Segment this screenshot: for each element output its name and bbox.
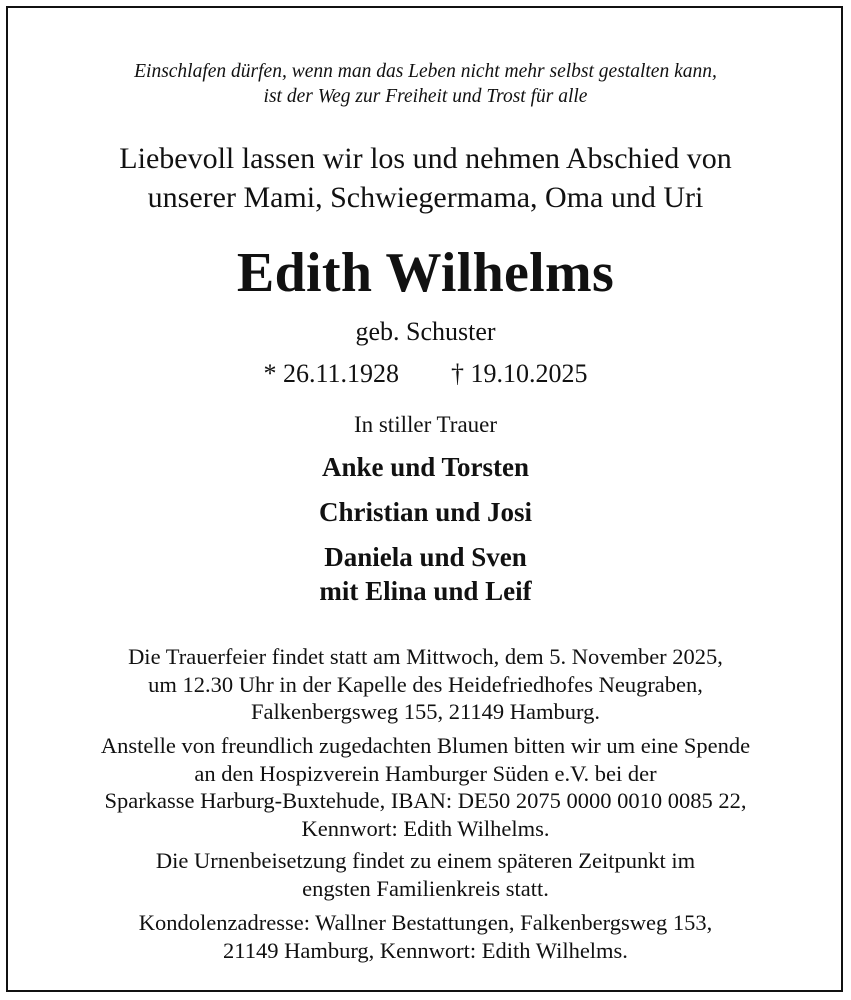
intro-line: Liebevoll lassen wir los und nehmen Abschied von	[119, 142, 732, 175]
death-date: † 19.10.2025	[451, 359, 588, 388]
motto-quote	[0, 59, 851, 109]
notice-line: Kondolenzadresse: Wallner Bestattungen, Falkenbergsweg 153,	[138, 910, 713, 935]
intro-text	[0, 139, 851, 217]
notice-line: Falkenbergsweg 155, 21149 Hamburg.	[251, 699, 600, 724]
donation-notice	[0, 732, 851, 842]
notice-line: Sparkasse Harburg-Buxtehude, IBAN: DE50 2075 0000 0010 0085 22,	[104, 788, 747, 813]
mourner-name: Christian und Josi	[318, 497, 533, 527]
notice-line: 21149 Hamburg, Kennwort: Edith Wilhelms.	[223, 937, 628, 963]
birth-date: * 26.11.1928	[263, 359, 400, 388]
intro-line: unserer Mami, Schwiegermama, Oma und Uri	[147, 181, 704, 214]
motto-line: Einschlafen dürfen, wenn man das Leben nicht mehr selbst gestalten kann,	[134, 61, 717, 82]
mourner-group	[0, 540, 851, 608]
motto-line: ist der Weg zur Freiheit und Trost für alle	[263, 86, 588, 107]
notice-line: Die Urnenbeisetzung findet zu einem späteren Zeitpunkt im	[155, 848, 696, 873]
deceased-name: Edith Wilhelms	[236, 242, 615, 304]
mourner-name: mit Elina und Leif	[319, 576, 532, 606]
mourning-label: In stiller Trauer	[353, 412, 498, 437]
notice-line: Die Trauerfeier findet statt am Mittwoch, dem 5. November 2025,	[128, 644, 723, 669]
notice-line: an den Hospizverein Hamburger Süden e.V. bei der	[194, 760, 657, 786]
condolence-address	[0, 909, 851, 964]
mourner-name: Anke und Torsten	[321, 452, 530, 482]
funeral-notice	[0, 643, 851, 726]
mourner-name: Daniela und Sven	[324, 542, 527, 572]
notice-line: Anstelle von freundlich zugedachten Blumen bitten wir um eine Spende	[100, 733, 751, 758]
notice-line: engsten Familienkreis statt.	[302, 875, 549, 901]
notice-line: um 12.30 Uhr in der Kapelle des Heidefriedhofes Neugraben,	[148, 671, 703, 697]
life-dates	[0, 358, 851, 390]
notice-line: Kennwort: Edith Wilhelms.	[301, 815, 550, 841]
birth-name: geb. Schuster	[355, 317, 496, 346]
urn-notice	[0, 847, 851, 902]
